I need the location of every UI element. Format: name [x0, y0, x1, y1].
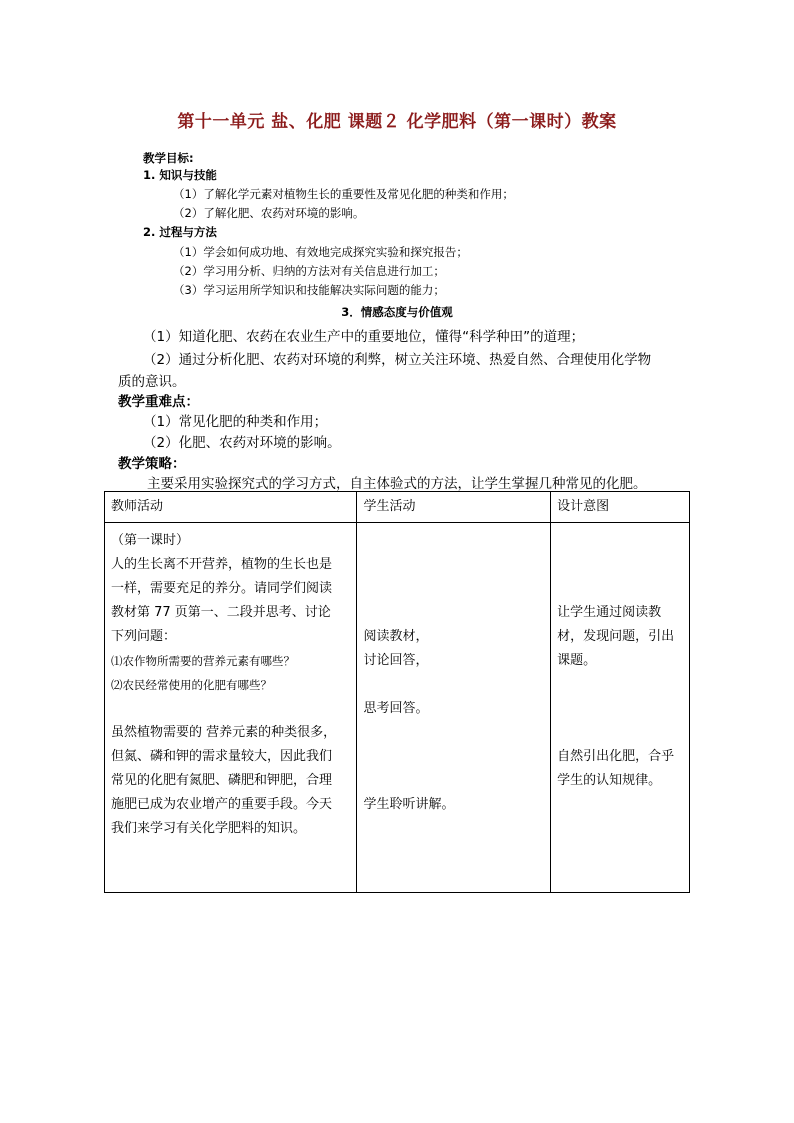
- teacher-line: （第一课时）: [111, 533, 190, 548]
- key-point-item: （2）化肥、农药对环境的影响。: [143, 435, 341, 451]
- teacher-line: 我们来学习有关化学肥料的知识。: [111, 821, 307, 836]
- intent-line: 材，发现问题，引出: [557, 629, 675, 644]
- teacher-line: 教材第 77 页第一、二段并思考、讨论: [111, 605, 331, 620]
- attitude-item-continued: 质的意识。: [118, 374, 186, 390]
- objective-item: （3）学习运用所学知识和技能解决实际问题的能力；: [173, 283, 445, 297]
- design-intent-cell: [551, 523, 690, 893]
- document-title: 第十一单元 盐、化肥 课题２ 化学肥料（第一课时）教案: [177, 112, 617, 132]
- knowledge-skills-heading: 1. 知识与技能: [143, 168, 217, 182]
- objective-item: （2）了解化肥、农药对环境的影响。: [173, 206, 365, 220]
- objective-item: （1）了解化学元素对植物生长的重要性及常见化肥的种类和作用；: [173, 187, 514, 201]
- header-design-intent: 设计意图: [551, 492, 690, 523]
- lesson-plan-table: [104, 491, 690, 893]
- key-point-item: （1）常见化肥的种类和作用；: [143, 414, 328, 430]
- student-line: 讨论回答，: [363, 653, 429, 668]
- strategy-heading: 教学策略：: [118, 456, 186, 472]
- intent-line: 学生的认知规律。: [557, 773, 662, 788]
- student-line: 学生聆听讲解。: [363, 797, 455, 812]
- teacher-line: 人的生长离不开营养，植物的生长也是: [111, 557, 333, 572]
- table-row: [105, 523, 690, 893]
- student-activity-cell: [357, 523, 551, 893]
- intent-line: 课题。: [557, 653, 597, 668]
- student-line: 阅读教材，: [363, 629, 429, 644]
- intent-line: 自然引出化肥，合乎: [557, 749, 675, 764]
- teacher-activity-cell: [105, 523, 357, 893]
- attitude-item: （2）通过分析化肥、农药对环境的利弊，树立关注环境、热爱自然、合理使用化学物: [143, 352, 652, 368]
- table-header-row: [105, 492, 690, 523]
- objectives-heading: 教学目标:: [143, 151, 194, 165]
- teacher-line: 下列问题：: [111, 629, 177, 644]
- key-points-heading: 教学重难点：: [118, 394, 199, 410]
- intent-line: 让学生通过阅读教: [557, 605, 662, 620]
- student-line: 思考回答。: [363, 701, 429, 716]
- header-teacher-activity: 教师活动: [105, 492, 357, 523]
- attitude-item: （1）知道化肥、农药在农业生产中的重要地位，懂得“科学种田”的道理；: [143, 329, 585, 345]
- teacher-question: ⑴农作物所需要的营养元素有哪些？: [111, 654, 295, 668]
- teacher-line: 一样，需要充足的养分。请同学们阅读: [111, 581, 333, 596]
- teacher-line: 常见的化肥有氮肥、磷肥和钾肥，合理: [111, 773, 333, 788]
- objective-item: （1）学会如何成功地、有效地完成探究实验和探究报告；: [173, 245, 468, 259]
- attitude-values-heading: 3．情感态度与价值观: [341, 305, 453, 319]
- teacher-question: ⑵农民经常使用的化肥有哪些？: [111, 678, 272, 692]
- teacher-line: 施肥已成为农业增产的重要手段。今天: [111, 797, 333, 812]
- strategy-text: 主要采用实验探究式的学习方式，自主体验式的方法，让学生掌握几种常见的化肥。: [147, 476, 647, 492]
- header-student-activity: 学生活动: [357, 492, 551, 523]
- objective-item: （2）学习用分析、归纳的方法对有关信息进行加工；: [173, 264, 445, 278]
- process-method-heading: 2. 过程与方法: [143, 225, 217, 239]
- teacher-line: 但氮、磷和钾的需求量较大，因此我们: [111, 749, 333, 764]
- teacher-line: 虽然植物需要的 营养元素的种类很多，: [111, 725, 337, 740]
